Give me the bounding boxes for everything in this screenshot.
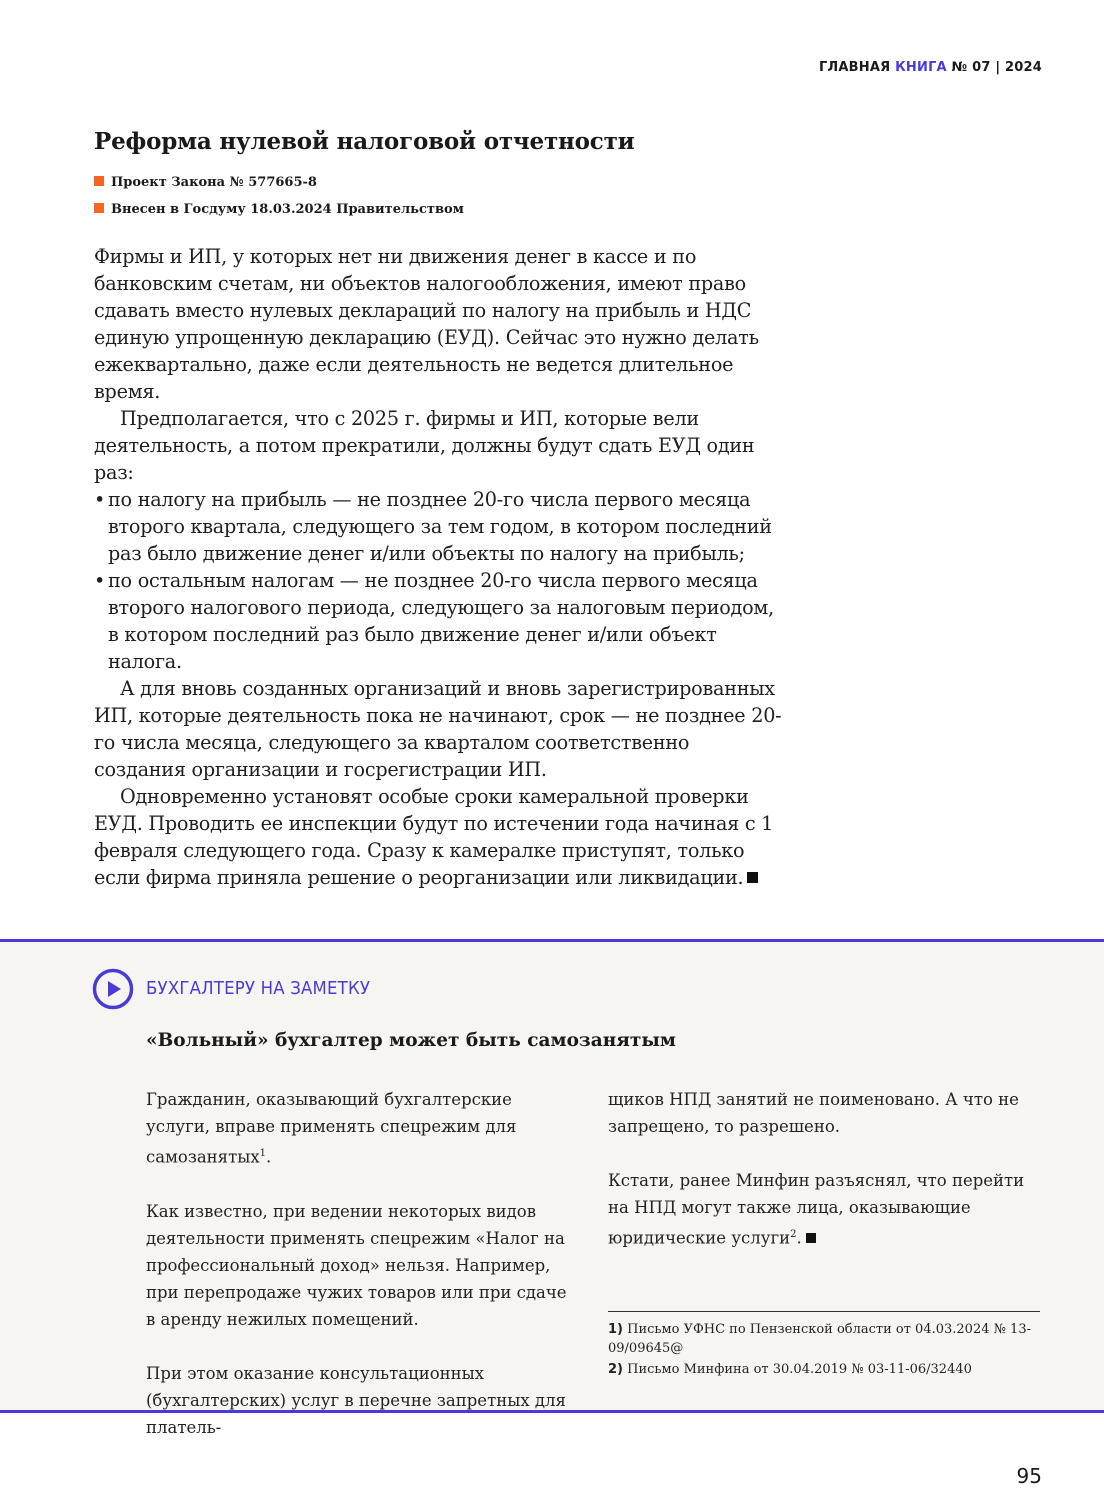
issue-number: № 07 | 2024 bbox=[951, 60, 1042, 75]
footnote-text: Письмо УФНС по Пензенской области от 04.03.2024 № 13-09/09645@ bbox=[608, 1322, 1031, 1356]
footnotes bbox=[608, 1311, 1040, 1381]
note-paragraph: Как известно, при ведении некоторых видов деятельности применять спецрежим «Налог на профессиональный доход» нельзя. Например, при перепродаже чужих товаров или при сдаче в аренду нежилых помещений. bbox=[146, 1201, 567, 1329]
play-circle-icon bbox=[92, 968, 134, 1010]
meta-submitted-text: Внесен в Госдуму 18.03.2024 Правительством bbox=[111, 202, 464, 217]
article-paragraph: Фирмы и ИП, у которых нет ни движения денег в кассе и по банковским счетам, ни объектов налогообложения, имеют право сдавать вместо нулевых деклараций по налогу на прибыль и НДС единую упрощенную декларацию (ЕУД). Сейчас это нужно делать ежеквартально, даже если деятельность не ведется длительное время. bbox=[94, 245, 759, 403]
accountant-note-box bbox=[0, 939, 1104, 1437]
footnote-text: Письмо Минфина от 30.04.2019 № 03-11-06/32440 bbox=[627, 1362, 972, 1377]
article-paragraph-text: Одновременно установят особые сроки камеральной проверки ЕУД. Проводить ее инспекции будут по истечении года начиная с 1 февраля следующего года. Сразу к камералке приступят, только если фирма приняла решение о реорганизации или ликвидации. bbox=[94, 785, 774, 889]
article-title: Реформа нулевой налоговой отчетности bbox=[94, 128, 635, 155]
note-column-left bbox=[146, 1086, 576, 1468]
article-paragraph: Предполагается, что с 2025 г. фирмы и ИП, которые вели деятельность, а потом прекратили, должны будут сдать ЕУД один раз: bbox=[94, 407, 755, 484]
magazine-name-part1: ГЛАВНАЯ bbox=[818, 60, 891, 75]
footnote bbox=[608, 1320, 1040, 1358]
note-paragraph-text: Кстати, ранее Минфин разъяснял, что перейти на НПД могут также лица, оказывающие юридические услуги bbox=[608, 1171, 1025, 1248]
orange-square-bullet-icon bbox=[94, 203, 104, 213]
magazine-name-part2: КНИГА bbox=[895, 60, 947, 75]
note-paragraph: При этом оказание консультационных (бухгалтерских) услуг в перечне запретных для платель- bbox=[146, 1363, 566, 1437]
note-title: «Вольный» бухгалтер может быть самозанятым bbox=[146, 1030, 676, 1051]
note-rubric: БУХГАЛТЕРУ НА ЗАМЕТКУ bbox=[146, 978, 371, 999]
list-item: • по остальным налогам — не позднее 20-го числа первого месяца второго налогового периода, следующего за налоговым периодом, в котором последний раз было движение денег и/или объект налога. bbox=[94, 567, 784, 675]
footnote-ref: 1 bbox=[259, 1148, 267, 1159]
footnote-number: 2) bbox=[608, 1362, 623, 1377]
article-paragraph: А для вновь созданных организаций и вновь зарегистрированных ИП, которые деятельность пока не начинают, срок — не позднее 20-го числа месяца, следующего за кварталом соответственно создания организации и госрегистрации ИП. bbox=[94, 677, 782, 781]
list-item: • по налогу на прибыль — не позднее 20-го числа первого месяца второго квартала, следующего за тем годом, в котором последний раз было движение денег и/или объекты по налогу на прибыль; bbox=[94, 486, 784, 567]
footnote bbox=[608, 1360, 1040, 1379]
end-of-note-square-icon bbox=[806, 1233, 816, 1243]
note-paragraph bbox=[146, 1086, 576, 1171]
article-paragraph-last bbox=[94, 783, 784, 891]
article-meta-bill bbox=[94, 175, 317, 190]
end-of-article-square-icon bbox=[747, 872, 758, 883]
article-body bbox=[94, 243, 784, 891]
note-paragraph-continued: щиков НПД занятий не поименовано. А что не запрещено, то разрешено. bbox=[608, 1090, 1019, 1136]
note-column-right bbox=[608, 1086, 1038, 1279]
note-paragraph bbox=[608, 1167, 1038, 1252]
orange-square-bullet-icon bbox=[94, 176, 104, 186]
running-header bbox=[819, 60, 1042, 75]
meta-bill-text: Проект Закона № 577665-8 bbox=[111, 175, 317, 190]
note-paragraph-end: . bbox=[266, 1147, 272, 1167]
deadline-list bbox=[94, 486, 784, 675]
footnote-ref: 2 bbox=[790, 1229, 797, 1240]
note-paragraph-text: Гражданин, оказывающий бухгалтерские услуги, вправе применять спецрежим для самозанятых bbox=[146, 1090, 517, 1167]
footnote-number: 1) bbox=[608, 1322, 623, 1337]
note-paragraph-end: . bbox=[796, 1228, 802, 1248]
article-meta-submitted bbox=[94, 202, 464, 217]
page-number: 95 bbox=[1016, 1464, 1042, 1488]
